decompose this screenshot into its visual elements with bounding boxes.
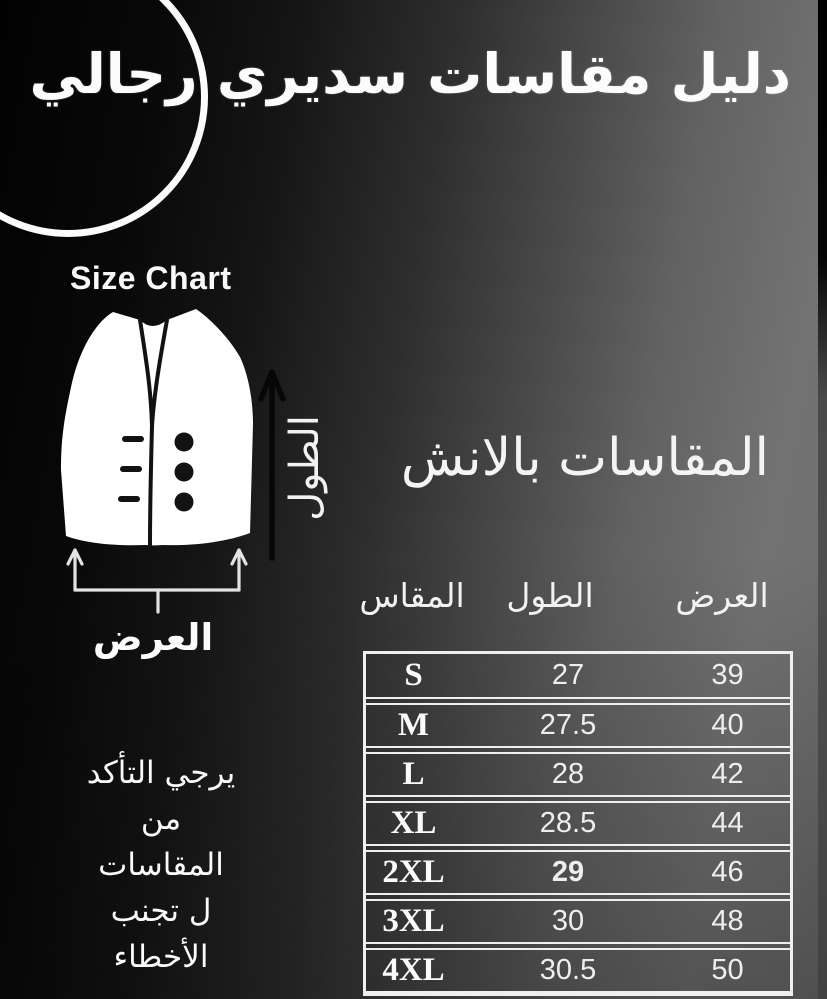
length-cell: 27 (551, 659, 585, 691)
size-chart-heading: Size Chart (70, 260, 232, 296)
table-row (366, 703, 790, 748)
size-table (363, 651, 793, 996)
table-header-size: المقاس (359, 576, 465, 615)
vest-illustration-icon (56, 304, 256, 549)
width-cell: 42 (711, 758, 744, 790)
decorative-circle (0, 0, 208, 237)
note-line: ل تجنب (110, 893, 212, 929)
width-label: العرض (92, 616, 214, 659)
width-cell: 50 (711, 954, 744, 986)
table-row (366, 752, 790, 797)
width-cell: 48 (711, 905, 744, 937)
length-cell: 28 (551, 758, 585, 790)
size-cell: M (397, 707, 430, 743)
size-cell: L (402, 756, 425, 792)
right-edge-shadow (818, 0, 827, 999)
size-cell: 4XL (382, 952, 445, 988)
disclaimer-note (25, 750, 297, 980)
note-line: الأخطاء (113, 939, 209, 975)
table-header-width: العرض (675, 576, 769, 615)
size-cell: XL (390, 805, 437, 841)
table-row (366, 850, 790, 895)
length-cell: 27.5 (539, 709, 597, 741)
width-cell: 46 (711, 856, 744, 888)
note-line: من (140, 801, 182, 837)
table-row (366, 801, 790, 846)
width-bracket-icon (58, 542, 253, 614)
note-line: المقاسات (98, 847, 224, 883)
table-row (366, 948, 790, 993)
length-label: الطول (282, 415, 328, 521)
length-cell: 30 (551, 905, 585, 937)
table-header-length: الطول (506, 576, 594, 615)
table-row (366, 654, 790, 699)
size-cell: 2XL (382, 854, 445, 890)
units-heading: المقاسات بالانش (400, 428, 769, 488)
width-cell: 40 (711, 709, 744, 741)
length-cell: 28.5 (539, 807, 597, 839)
table-row (366, 899, 790, 944)
width-cell: 44 (711, 807, 744, 839)
size-cell: S (404, 657, 423, 693)
width-cell: 39 (711, 659, 744, 691)
page-title: دليل مقاسات سديري رجالي (29, 42, 791, 106)
size-cell: 3XL (382, 903, 445, 939)
note-line: يرجي التأكد (86, 755, 236, 791)
length-cell: 29 (551, 856, 585, 888)
vest-icon (56, 304, 256, 549)
length-cell: 30.5 (539, 954, 597, 986)
